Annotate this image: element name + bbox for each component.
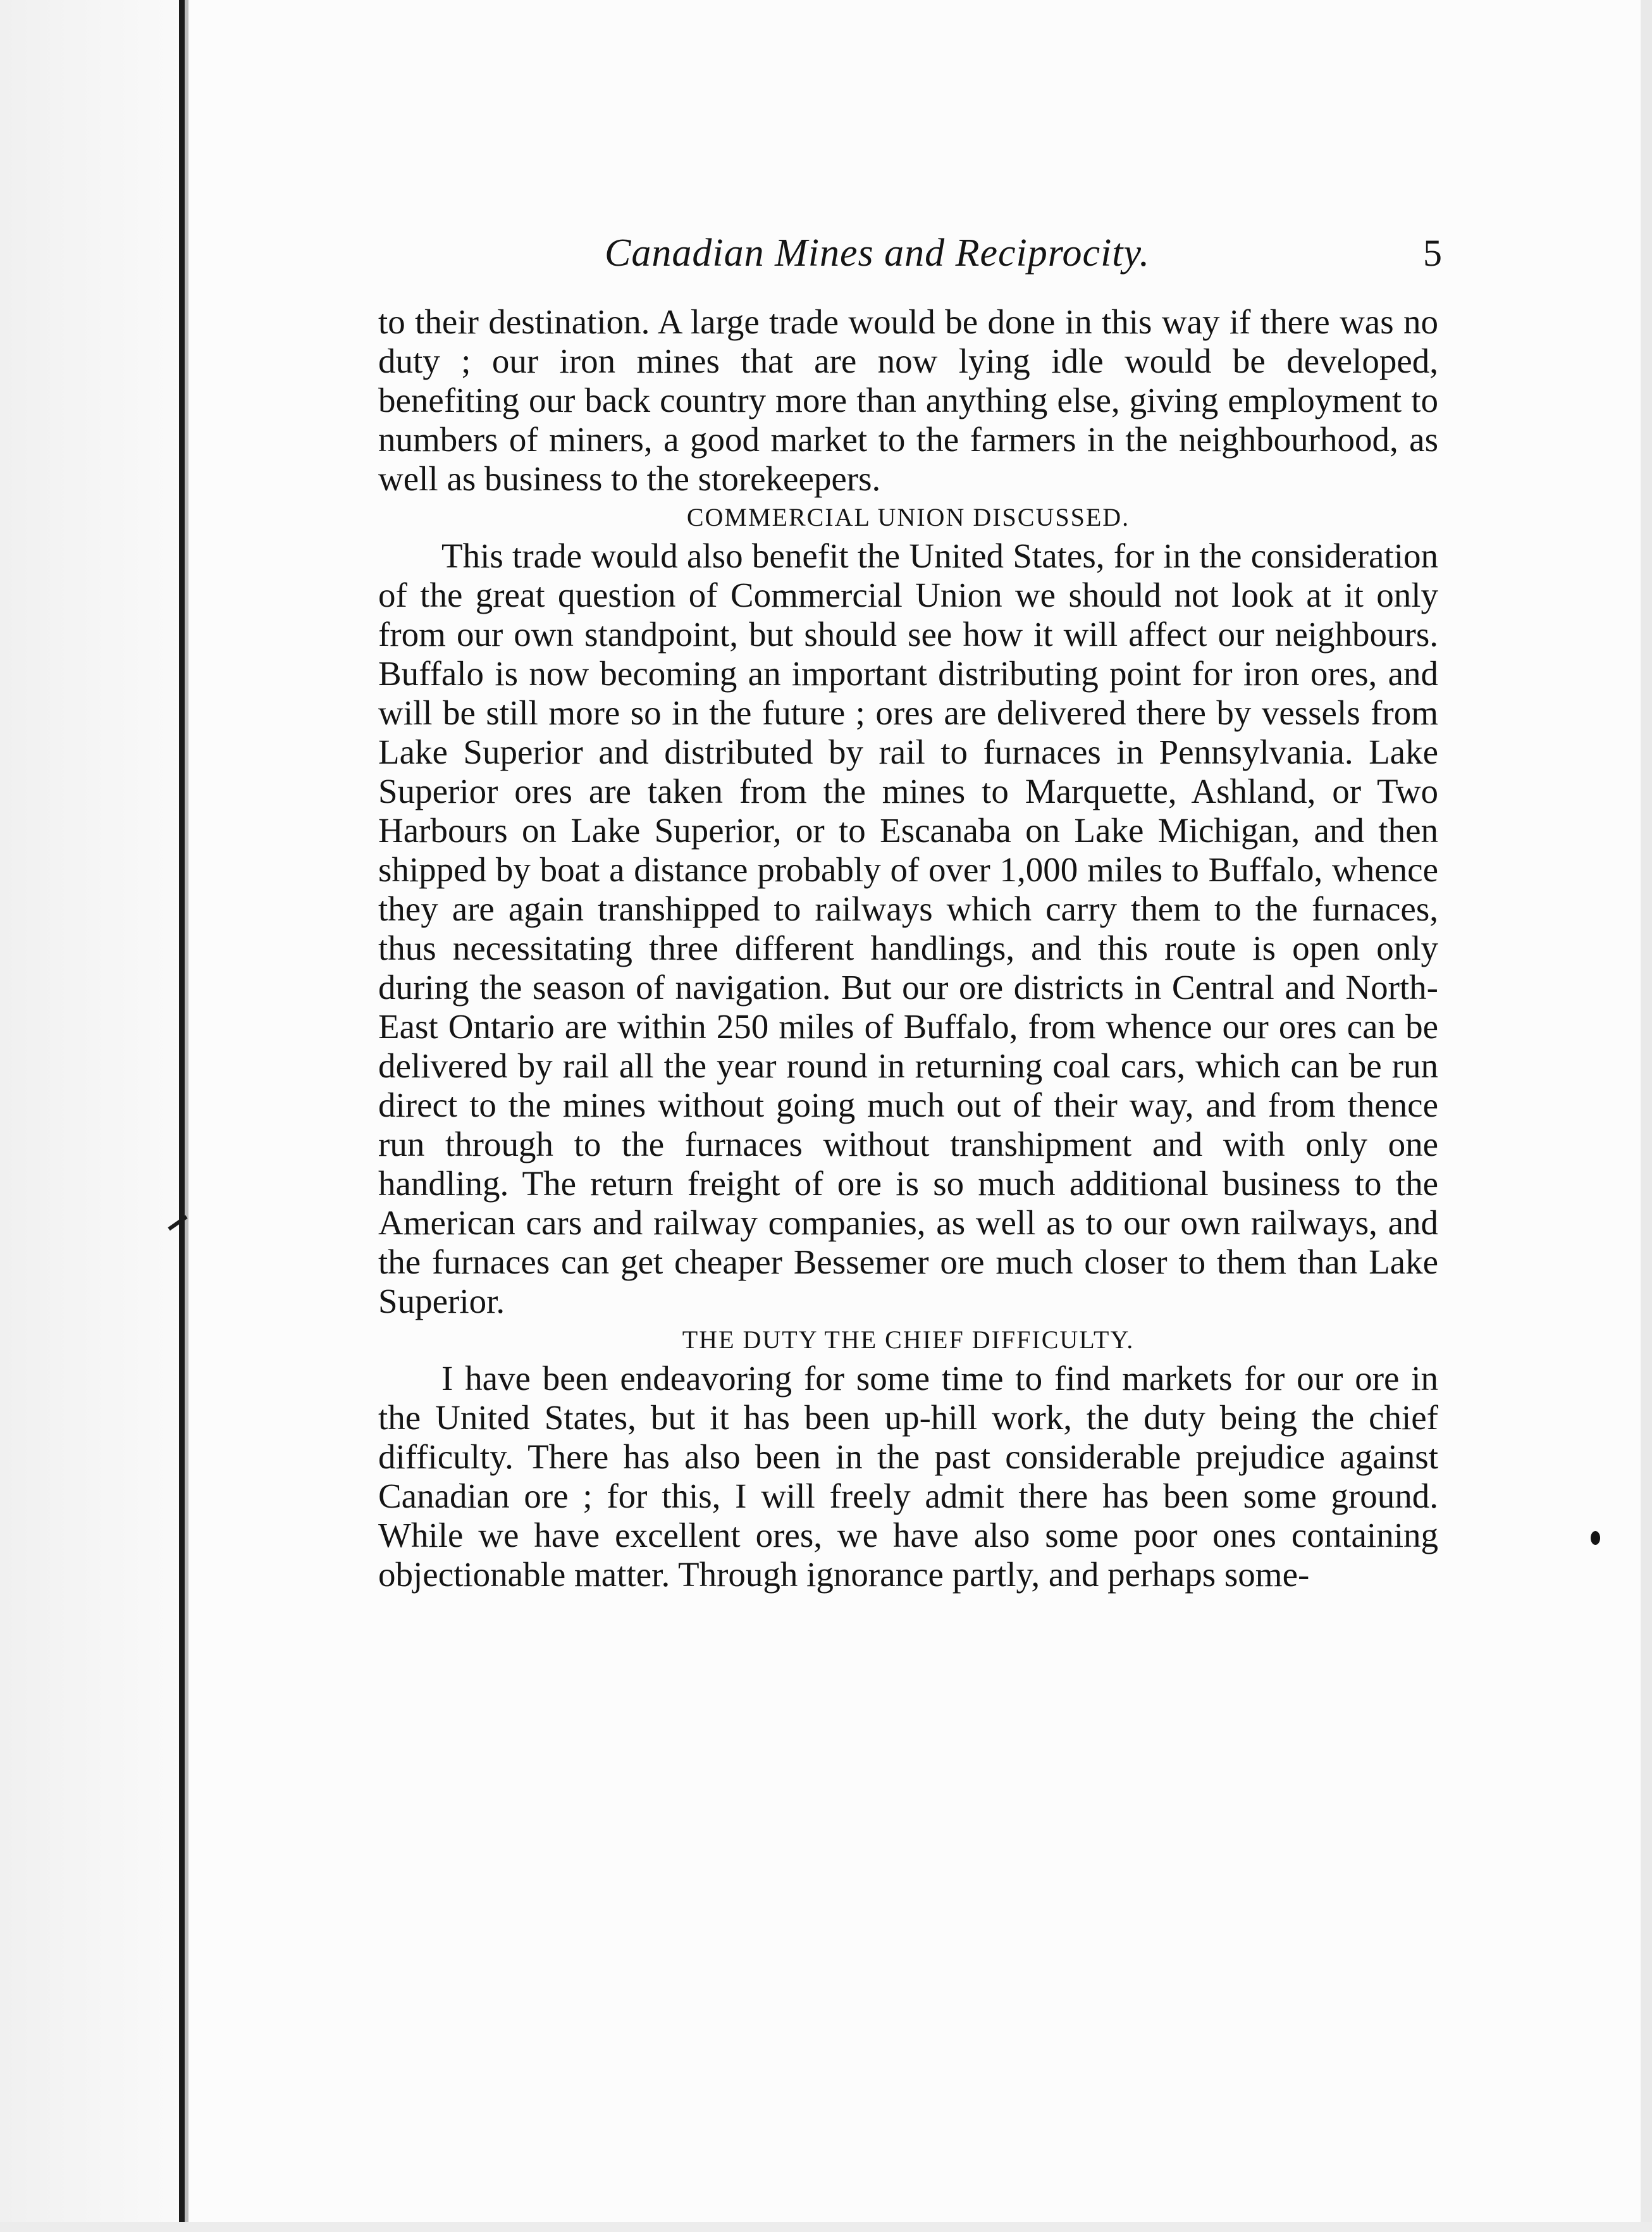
running-head: Canadian Mines and Reciprocity. bbox=[605, 232, 1150, 275]
page-edge-right bbox=[1641, 0, 1652, 2232]
paragraph-duty: I have been endeavoring for some time to find markets for our ore in the United States, but it has been up-hill work, the duty being the chief difficulty. There has also been in the past considerable prejudice against Canadian ore ; for this, I will freely admit there has been some ground. While we have excellent ores, we have also some poor ones containing objectionable matter. Through ignorance partly, and perhaps some- bbox=[378, 1359, 1438, 1594]
page-header bbox=[379, 225, 1442, 282]
section-heading-duty: THE DUTY THE CHIEF DIFFICULTY. bbox=[682, 1325, 1135, 1354]
page-edge-bottom bbox=[0, 2222, 1652, 2232]
body-text bbox=[378, 302, 1438, 1594]
paragraph-commercial-union: This trade would also benefit the United States, for in the consideration of the great question of Commercial Union we should not look at it only from our own standpoint, but should see how it will affect our neighbours. Buffalo is now becoming an important distributing point for iron ores, and will be still more so in the future ; ores are delivered there by vessels from Lake Superior and distributed by rail to furnaces in Pennsylvania. Lake Superior ores are taken from the mines to Marquette, Ashland, or Two Harbours on Lake Superior, or to Escanaba on Lake Michigan, and then shipped by boat a distance probably of over 1,000 miles to Buffalo, whence they are again transhipped to railways which carry them to the furnaces, thus necessitating three different handlings, and this route is open only during the season of navigation. But our ore districts in Central and North-East Ontario are within 250 miles of Buffalo, from whence our ores can be delivered by rail all the year round in returning coal cars, which can be run direct to the mines without going much out of their way, and from thence run through to the furnaces without transhipment and with only one handling. The return freight of ore is so much additional business to the American cars and railway companies, as well as to our own railways, and the furnaces can get cheaper Bessemer ore much closer to them than Lake Superior. bbox=[378, 536, 1438, 1320]
section-heading-commercial-union: COMMERCIAL UNION DISCUSSED. bbox=[686, 503, 1130, 531]
binding-shadow bbox=[185, 0, 188, 2232]
binding-line bbox=[179, 0, 185, 2232]
left-margin bbox=[0, 0, 187, 2232]
margin-ink-dot bbox=[1591, 1531, 1600, 1545]
page-number: 5 bbox=[1423, 232, 1442, 274]
paragraph-continuation: to their destination. A large trade would be done in this way if there was no duty ; our iron mines that are now lying idle would be developed, benefiting our back country more than anything else, giving employment to numbers of miners, a good market to the farmers in the neighbourhood, as well as business to the storekeepers. bbox=[378, 302, 1438, 498]
